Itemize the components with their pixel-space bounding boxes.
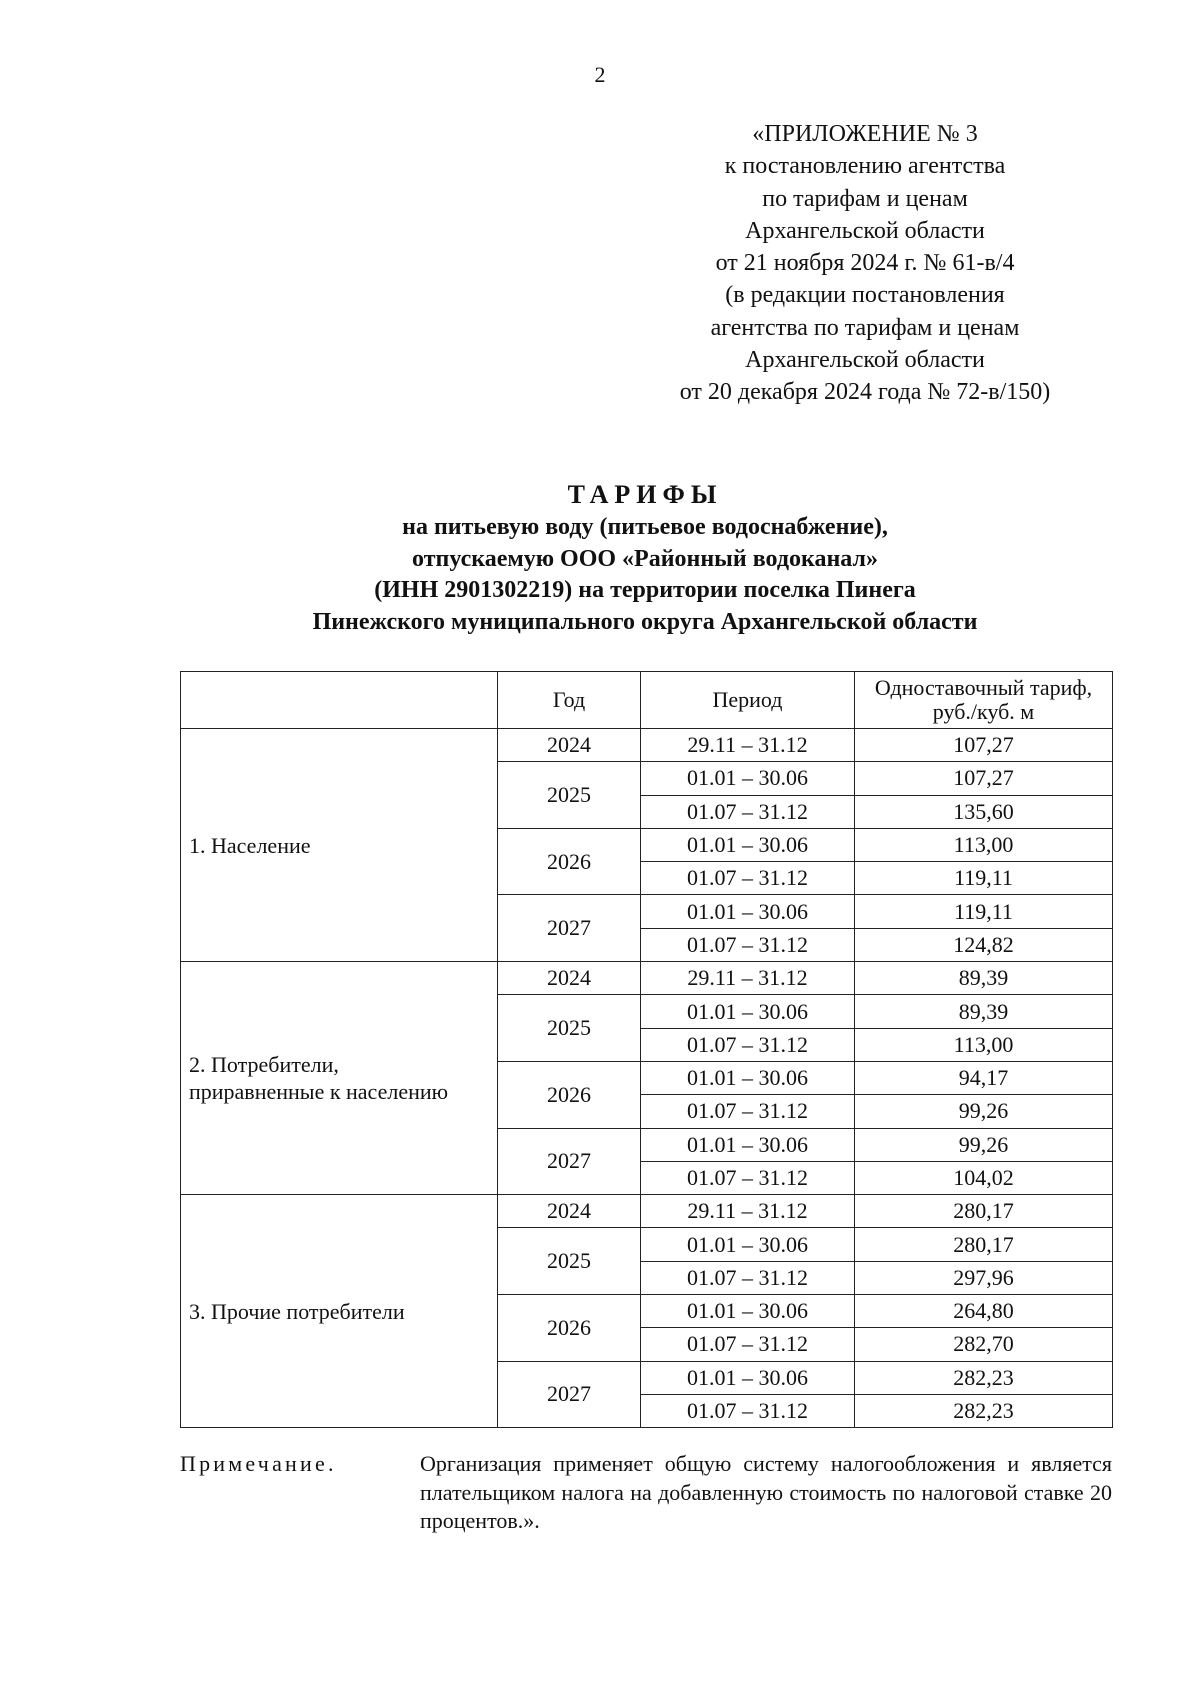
tariff-cell: 113,00: [855, 1028, 1113, 1061]
period-cell: 01.01 – 30.06: [641, 762, 855, 795]
group-label-line: 2. Потребители,: [189, 1052, 339, 1078]
period-cell: 01.07 – 31.12: [641, 1394, 855, 1427]
year-cell: 2026: [498, 1061, 641, 1128]
year-cell: 2024: [498, 1195, 641, 1228]
period-cell: 01.07 – 31.12: [641, 862, 855, 895]
year-cell: 2025: [498, 995, 641, 1062]
tariff-cell: 280,17: [855, 1195, 1113, 1228]
header-tariff: [855, 672, 1113, 729]
tariff-cell: 119,11: [855, 895, 1113, 928]
year-cell: 2024: [498, 729, 641, 762]
period-cell: 01.01 – 30.06: [641, 1295, 855, 1328]
tariff-cell: 282,23: [855, 1394, 1113, 1427]
document-title: [180, 478, 1110, 638]
tariff-cell: 297,96: [855, 1261, 1113, 1294]
tariff-cell: 135,60: [855, 795, 1113, 828]
appendix-line: (в редакции постановления: [725, 282, 1005, 309]
note-label: Примечание.: [180, 1451, 337, 1476]
tariff-table: [180, 671, 1113, 1428]
tariff-cell: 124,82: [855, 928, 1113, 961]
title-line: на питьевую воду (питьевое водоснабжение),: [402, 514, 888, 540]
appendix-line: Архангельской области: [745, 347, 985, 374]
period-cell: 01.01 – 30.06: [641, 995, 855, 1028]
period-cell: 01.01 – 30.06: [641, 1128, 855, 1161]
year-cell: 2026: [498, 828, 641, 895]
tariff-cell: 94,17: [855, 1061, 1113, 1094]
period-cell: 01.07 – 31.12: [641, 1328, 855, 1361]
period-cell: 01.07 – 31.12: [641, 1161, 855, 1194]
year-cell: 2027: [498, 895, 641, 962]
period-cell: 01.07 – 31.12: [641, 928, 855, 961]
group-label-line: 3. Прочие потребители: [189, 1298, 405, 1324]
tariff-cell: 113,00: [855, 828, 1113, 861]
tariff-cell: 282,23: [855, 1361, 1113, 1394]
group-label: [181, 1195, 498, 1428]
tariff-cell: 104,02: [855, 1161, 1113, 1194]
appendix-line: к постановлению агентства: [724, 153, 1006, 180]
appendix-line: «ПРИЛОЖЕНИЕ № 3: [752, 121, 978, 147]
period-cell: 01.01 – 30.06: [641, 1361, 855, 1394]
title-main: ТАРИФЫ: [567, 480, 723, 509]
table-row: [181, 962, 1113, 995]
tariff-cell: 99,26: [855, 1128, 1113, 1161]
tariff-cell: 119,11: [855, 862, 1113, 895]
table-row: [181, 729, 1113, 762]
appendix-line: от 21 ноября 2024 г. № 61-в/4: [715, 250, 1015, 277]
header-year: Год: [498, 672, 641, 729]
year-cell: 2025: [498, 1228, 641, 1295]
year-cell: 2024: [498, 962, 641, 995]
period-cell: 01.01 – 30.06: [641, 828, 855, 861]
tariff-table-body: [181, 729, 1113, 1428]
title-line: (ИНН 2901302219) на территории поселка Пинега: [374, 577, 916, 603]
period-cell: 01.07 – 31.12: [641, 795, 855, 828]
year-cell: 2027: [498, 1361, 641, 1428]
table-header-row: [181, 672, 1113, 729]
appendix-line: Архангельской области: [745, 217, 985, 244]
tariff-cell: 89,39: [855, 962, 1113, 995]
title-line: отпускаемую ООО «Районный водоканал»: [412, 545, 878, 572]
title-line: Пинежского муниципального округа Архангельской области: [312, 608, 978, 635]
year-cell: 2025: [498, 762, 641, 829]
period-cell: 01.07 – 31.12: [641, 1028, 855, 1061]
note-text: Организация применяет общую систему налогообложения и является плательщиком налога на добавленную стоимость по налоговой ставке 20 процентов.».: [420, 1451, 1112, 1533]
appendix-line: по тарифам и ценам: [762, 185, 968, 212]
tariff-cell: 107,27: [855, 762, 1113, 795]
header-period: Период: [641, 672, 855, 729]
year-cell: 2027: [498, 1128, 641, 1195]
group-label: [181, 729, 498, 962]
tariff-cell: 107,27: [855, 729, 1113, 762]
period-cell: 29.11 – 31.12: [641, 962, 855, 995]
period-cell: 01.07 – 31.12: [641, 1095, 855, 1128]
header-group: [181, 672, 498, 729]
period-cell: 29.11 – 31.12: [641, 729, 855, 762]
period-cell: 01.07 – 31.12: [641, 1261, 855, 1294]
tariff-cell: 282,70: [855, 1328, 1113, 1361]
appendix-line: от 20 декабря 2024 года № 72-в/150): [679, 379, 1051, 406]
period-cell: 29.11 – 31.12: [641, 1195, 855, 1228]
header-tariff-line: руб./куб. м: [932, 699, 1035, 724]
tariff-cell: 89,39: [855, 995, 1113, 1028]
page-number: 2: [594, 62, 606, 87]
tariff-cell: 280,17: [855, 1228, 1113, 1261]
period-cell: 01.01 – 30.06: [641, 895, 855, 928]
table-row: [181, 1195, 1113, 1228]
group-label-line: приравненные к населению: [189, 1079, 449, 1105]
tariff-cell: 99,26: [855, 1095, 1113, 1128]
group-label-line: 1. Население: [189, 832, 311, 858]
appendix-header: [640, 118, 1090, 409]
appendix-line: агентства по тарифам и ценам: [710, 314, 1020, 341]
period-cell: 01.01 – 30.06: [641, 1061, 855, 1094]
tariff-cell: 264,80: [855, 1295, 1113, 1328]
header-tariff-line: Одноставочный тариф,: [874, 675, 1093, 700]
group-label: [181, 962, 498, 1195]
period-cell: 01.01 – 30.06: [641, 1228, 855, 1261]
year-cell: 2026: [498, 1295, 641, 1362]
